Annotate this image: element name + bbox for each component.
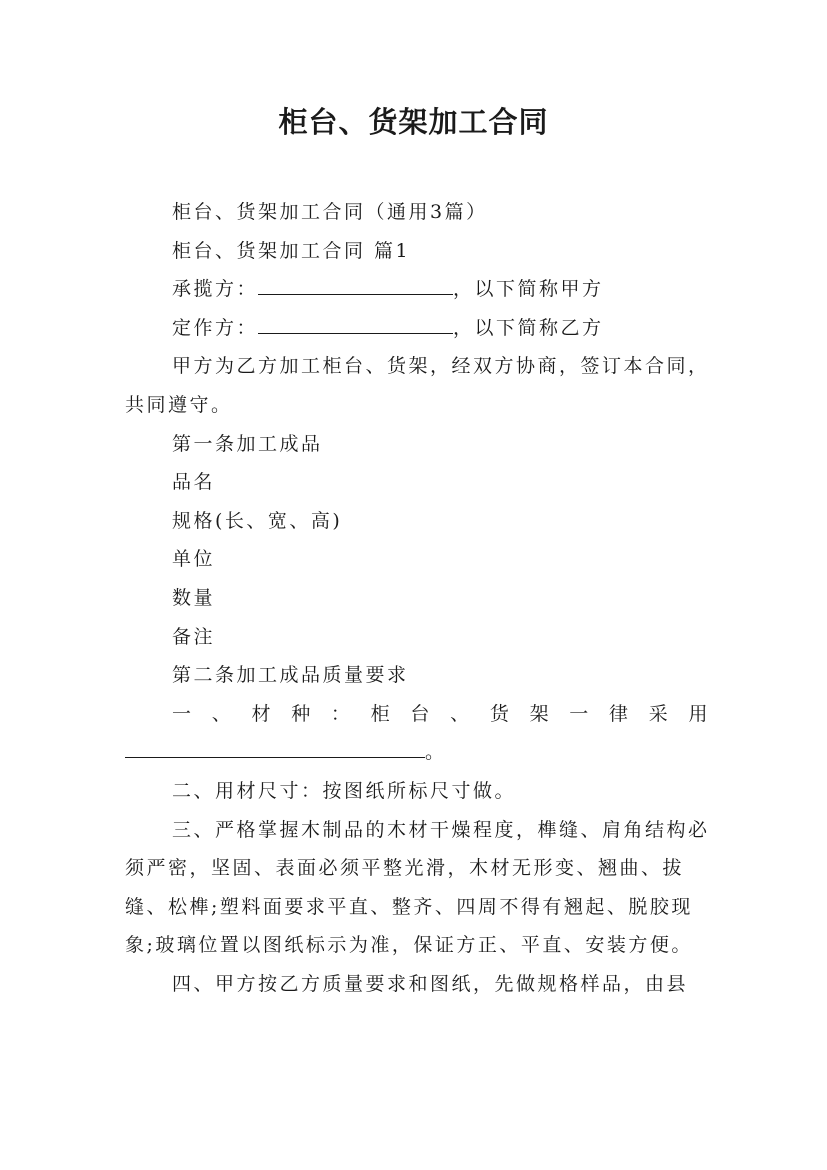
field-quantity: 数量 xyxy=(172,586,216,609)
party-a-line xyxy=(125,270,710,309)
party-a-blank xyxy=(258,272,453,295)
party-b-blank xyxy=(258,311,453,334)
item-1-blank-line xyxy=(125,733,710,772)
party-a-suffix: ，以下简称甲方 xyxy=(453,278,604,301)
document-body xyxy=(125,193,710,1003)
article-1-title: 第一条加工成品 xyxy=(172,432,323,455)
item-1-end: 。 xyxy=(425,741,447,764)
field-remarks: 备注 xyxy=(172,625,216,648)
item-2-paragraph: 二、用材尺寸：按图纸所标尺寸做。 xyxy=(172,779,517,802)
article-2-title: 第二条加工成品质量要求 xyxy=(172,664,409,687)
item-3-paragraph: 三、严格掌握木制品的木材干燥程度，榫缝、肩角结构必须严密，坚固、表面必须平整光滑，木材无形变、翘曲、拔缝、松榫;塑料面要求平直、整齐、四周不得有翘起、脱胶现象;玻璃位置以图纸标示为准，保证方正、平直、安装方便。 xyxy=(125,818,710,957)
item-4-paragraph: 四、甲方按乙方质量要求和图纸，先做规格样品，由县 xyxy=(172,972,689,995)
field-specification: 规格(长、宽、高) xyxy=(172,509,343,532)
party-b-label: 定作方： xyxy=(172,316,259,339)
intro-paragraph: 甲方为乙方加工柜台、货架，经双方协商，签订本合同，共同遵守。 xyxy=(125,355,710,416)
party-b-suffix: ，以下简称乙方 xyxy=(453,316,604,339)
material-blank xyxy=(125,735,425,758)
party-b-line xyxy=(125,309,710,348)
document-subtitle: 柜台、货架加工合同（通用3篇） xyxy=(172,201,488,223)
part-heading: 柜台、货架加工合同 篇1 xyxy=(172,239,411,262)
field-product-name: 品名 xyxy=(172,471,216,494)
item-1-line: 一、材种：柜台、货架一律采用 xyxy=(172,702,710,725)
field-unit: 单位 xyxy=(172,548,216,571)
party-a-label: 承揽方： xyxy=(172,278,259,301)
document-title: 柜台、货架加工合同 xyxy=(278,105,549,139)
